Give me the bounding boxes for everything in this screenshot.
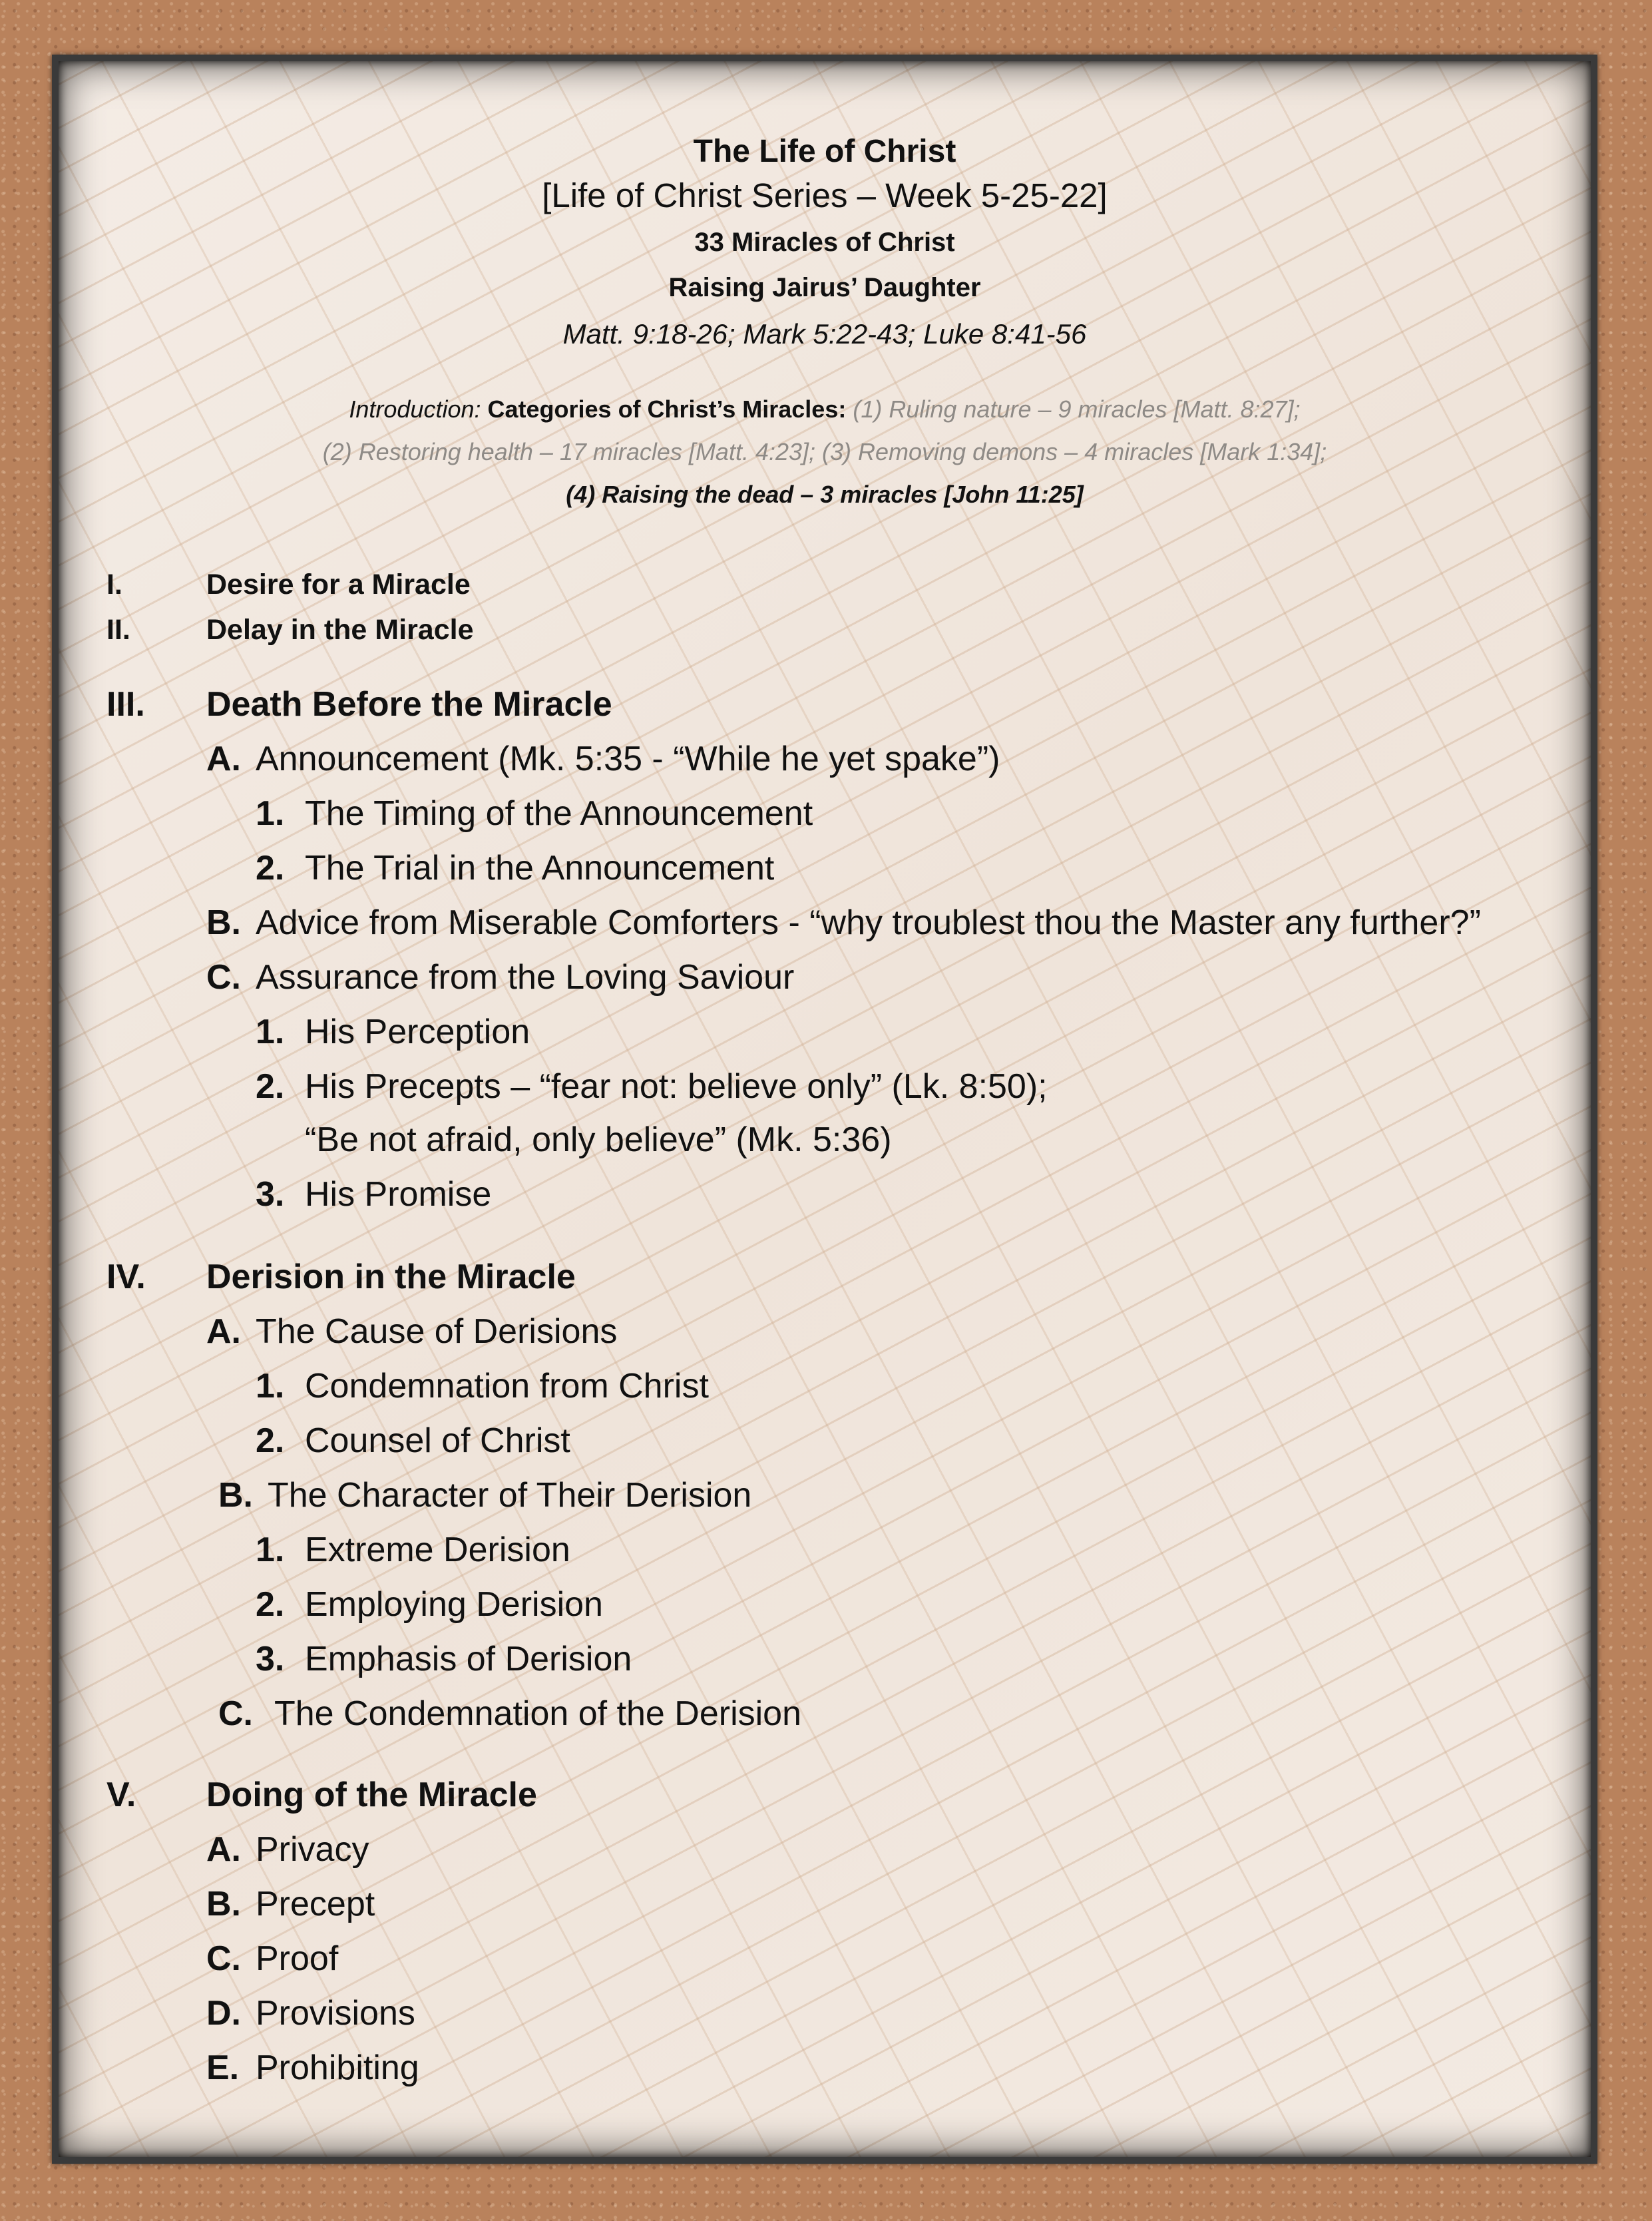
item-letter: B. — [218, 1476, 253, 1515]
intro-heading: Categories of Christ’s Miracles: — [487, 395, 847, 423]
section-3-item-a1 — [256, 794, 813, 834]
item-text: Assurance from the Loving Saviour — [256, 958, 795, 997]
section-5-item-a — [206, 1830, 369, 1869]
section-2 — [106, 614, 474, 646]
item-number: 2. — [256, 849, 285, 887]
item-letter: E. — [206, 2049, 240, 2087]
item-text: Privacy — [256, 1830, 369, 1869]
section-4-item-c — [218, 1694, 801, 1734]
intro-label: Introduction: — [349, 395, 481, 423]
section-3-item-b — [206, 903, 1481, 943]
intro-category-4: (4) Raising the dead – 3 miracles [John 11:25] — [566, 481, 1084, 508]
document-title: The Life of Christ — [693, 134, 956, 169]
section-1-number: I. — [106, 569, 122, 601]
item-text: Advice from Miserable Comforters - “why troublest thou the Master any further?” — [256, 903, 1481, 942]
outline-page — [52, 55, 1597, 2164]
item-text: His Perception — [305, 1013, 530, 1051]
item-number: 3. — [256, 1175, 285, 1214]
section-5 — [106, 1775, 537, 1815]
intro-category-1: (1) Ruling nature – 9 miracles [Matt. 8:27]; — [853, 395, 1301, 423]
section-3-item-c1 — [256, 1012, 530, 1052]
item-number: 2. — [256, 1585, 285, 1624]
item-letter: B. — [206, 903, 241, 942]
item-number: 1. — [256, 794, 285, 833]
item-text: Extreme Derision — [305, 1531, 570, 1569]
item-letter: A. — [206, 1830, 241, 1869]
item-number: 1. — [256, 1531, 285, 1569]
item-text: Condemnation from Christ — [305, 1367, 709, 1405]
item-number: 1. — [256, 1013, 285, 1051]
item-text: Emphasis of Derision — [305, 1640, 632, 1678]
section-1 — [106, 569, 471, 601]
scripture-reference: Matt. 9:18-26; Mark 5:22-43; Luke 8:41-56 — [562, 318, 1087, 350]
item-number: 1. — [256, 1367, 285, 1405]
series-label: [Life of Christ Series – Week 5-25-22] — [542, 176, 1108, 214]
section-3-item-c2-continued: “Be not afraid, only believe” (Mk. 5:36) — [305, 1120, 892, 1159]
item-letter: C. — [206, 1939, 241, 1978]
section-3-item-c3 — [256, 1174, 491, 1214]
section-5-item-e — [206, 2048, 419, 2088]
section-5-item-c — [206, 1939, 338, 1979]
item-text: Employing Derision — [305, 1585, 603, 1624]
section-3-item-c — [206, 957, 794, 997]
section-5-title: Doing of the Miracle — [206, 1776, 537, 1814]
section-3-title: Death Before the Miracle — [206, 685, 612, 724]
section-5-item-d — [206, 1993, 415, 2033]
section-2-title: Delay in the Miracle — [206, 614, 474, 646]
section-4-title: Derision in the Miracle — [206, 1258, 576, 1296]
item-text: The Condemnation of the Derision — [274, 1694, 802, 1733]
item-number: 2. — [256, 1067, 285, 1106]
section-2-number: II. — [106, 614, 130, 646]
subtitle-miracles: 33 Miracles of Christ — [694, 228, 955, 257]
section-4-item-a2 — [256, 1421, 570, 1461]
item-text: The Timing of the Announcement — [305, 794, 813, 833]
section-4 — [106, 1257, 576, 1297]
section-4-item-a1 — [256, 1366, 709, 1406]
item-text: Precept — [256, 1885, 375, 1923]
section-5-item-b — [206, 1884, 375, 1924]
section-3-item-c2 — [256, 1067, 1048, 1107]
item-text: His Promise — [305, 1175, 492, 1214]
section-4-item-b2 — [256, 1585, 603, 1624]
item-text: Counsel of Christ — [305, 1421, 570, 1460]
item-text: Announcement (Mk. 5:35 - “While he yet spake”) — [256, 740, 1000, 778]
item-letter: A. — [206, 740, 241, 778]
section-3-item-a2 — [256, 848, 774, 888]
item-letter: C. — [206, 958, 241, 997]
item-number: 2. — [256, 1421, 285, 1460]
section-5-number: V. — [106, 1776, 136, 1814]
section-4-item-a — [206, 1312, 617, 1352]
item-text: His Precepts – “fear not: believe only” (Lk. 8:50); — [305, 1067, 1048, 1106]
section-4-item-b — [218, 1475, 751, 1515]
item-text: The Cause of Derisions — [256, 1312, 618, 1351]
section-1-title: Desire for a Miracle — [206, 569, 471, 601]
section-3-item-a — [206, 739, 1000, 779]
item-text: Provisions — [256, 1994, 415, 2033]
item-letter: A. — [206, 1312, 241, 1351]
section-3-number: III. — [106, 685, 145, 724]
section-4-number: IV. — [106, 1258, 146, 1296]
section-4-item-b1 — [256, 1530, 570, 1570]
item-letter: C. — [218, 1694, 253, 1733]
item-text: The Trial in the Announcement — [305, 849, 775, 887]
subtitle-sermon: Raising Jairus’ Daughter — [668, 273, 981, 302]
intro-line-1 — [59, 395, 1591, 423]
section-4-item-b3 — [256, 1639, 632, 1679]
item-text: Prohibiting — [256, 2049, 419, 2087]
section-3 — [106, 684, 612, 724]
intro-category-2-3: (2) Restoring health – 17 miracles [Matt. 4:23]; (3) Removing demons – 4 miracles [Mark 1:34]; — [322, 438, 1327, 465]
item-text: Proof — [256, 1939, 339, 1978]
item-number: 3. — [256, 1640, 285, 1678]
item-letter: D. — [206, 1994, 241, 2033]
item-text: The Character of Their Derision — [268, 1476, 752, 1515]
item-letter: B. — [206, 1885, 241, 1923]
